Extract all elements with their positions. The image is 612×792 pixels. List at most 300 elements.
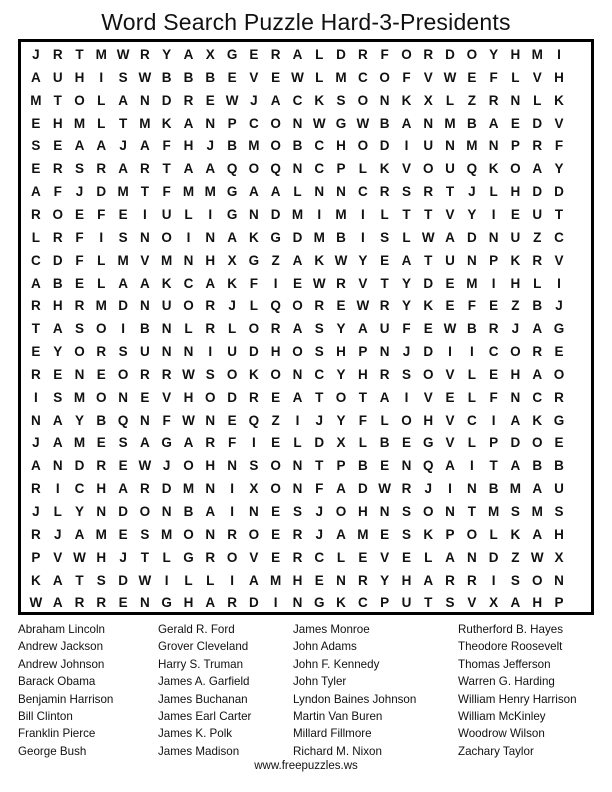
grid-letter: N — [466, 252, 477, 268]
grid-letter: O — [183, 298, 194, 314]
grid-letter: L — [467, 435, 476, 451]
grid-letter: N — [379, 92, 390, 108]
grid-letter: O — [510, 161, 521, 177]
grid-letter: I — [273, 595, 278, 611]
grid-letter: E — [31, 115, 41, 131]
grid-letter: N — [140, 229, 150, 245]
grid-letter: O — [117, 366, 129, 382]
grid-row — [25, 227, 570, 249]
grid-letter: G — [270, 229, 281, 245]
grid-letter: V — [445, 435, 455, 451]
grid-letter: P — [336, 458, 346, 474]
grid-letter: S — [510, 572, 520, 588]
grid-letter: A — [401, 252, 412, 268]
grid-letter: N — [140, 412, 150, 428]
word-list-item: James Earl Carter — [158, 710, 252, 724]
grid-letter: X — [489, 595, 499, 611]
grid-letter: I — [208, 344, 213, 360]
grid-letter: B — [227, 138, 237, 154]
grid-letter: L — [315, 47, 324, 62]
word-list-item: Theodore Roosevelt — [458, 640, 563, 654]
grid-letter: N — [227, 458, 237, 474]
grid-letter: C — [183, 275, 194, 291]
grid-letter: R — [227, 595, 237, 611]
grid-letter: F — [402, 321, 411, 337]
grid-letter: U — [423, 138, 434, 154]
grid-letter: D — [423, 344, 434, 360]
grid-letter: K — [423, 298, 434, 314]
grid-letter: R — [466, 572, 477, 588]
grid-letter: E — [423, 321, 433, 337]
grid-letter: Z — [271, 412, 280, 428]
grid-letter: X — [423, 92, 433, 108]
grid-letter: F — [227, 435, 237, 451]
grid-letter: A — [510, 595, 521, 611]
grid-letter: K — [161, 115, 172, 131]
grid-letter: T — [75, 47, 84, 62]
grid-letter: E — [249, 47, 259, 62]
grid-letter: O — [161, 229, 172, 245]
grid-letter: I — [273, 275, 278, 291]
grid-letter: K — [532, 412, 543, 428]
grid-letter: R — [205, 435, 216, 451]
word-list-item: James Madison — [158, 744, 240, 758]
grid-letter: N — [248, 206, 259, 222]
grid-letter: H — [74, 69, 85, 85]
grid-letter: A — [183, 435, 194, 451]
grid-letter: F — [467, 298, 476, 314]
grid-letter: J — [32, 47, 40, 62]
grid-row — [25, 364, 570, 386]
grid-letter: D — [118, 572, 128, 588]
grid-letter: C — [357, 595, 368, 611]
grid-letter: D — [227, 389, 237, 405]
grid-letter: A — [118, 481, 128, 497]
grid-letter: V — [554, 252, 564, 268]
grid-letter: A — [74, 526, 85, 542]
grid-letter: L — [293, 435, 302, 451]
grid-letter: S — [445, 595, 455, 611]
grid-letter: J — [32, 435, 40, 451]
grid-letter: E — [292, 275, 302, 291]
grid-letter: W — [421, 229, 435, 245]
grid-letter: O — [422, 504, 434, 519]
grid-letter: R — [270, 47, 281, 62]
grid-letter: A — [379, 389, 390, 405]
grid-letter: L — [227, 321, 237, 337]
grid-letter: T — [554, 206, 564, 222]
grid-letter: O — [357, 92, 369, 108]
grid-letter: J — [162, 458, 171, 474]
grid-letter: I — [491, 206, 496, 222]
grid-letter: K — [401, 92, 412, 108]
grid-letter: R — [140, 481, 150, 497]
letter-grid — [18, 39, 594, 615]
grid-letter: O — [401, 412, 412, 428]
grid-letter: R — [401, 481, 412, 497]
grid-letter: D — [314, 435, 325, 451]
grid-letter: N — [466, 481, 477, 497]
grid-letter: E — [271, 504, 281, 519]
grid-letter: B — [532, 298, 543, 314]
word-list-item: Martin Van Buren — [293, 710, 383, 724]
grid-letter: S — [292, 504, 302, 519]
puzzle-title: Word Search Puzzle Hard-3-Presidents — [101, 9, 511, 35]
grid-letter: S — [401, 526, 411, 542]
grid-letter: K — [248, 229, 259, 245]
grid-letter: E — [140, 389, 150, 405]
grid-letter: V — [358, 275, 368, 291]
grid-letter: D — [248, 595, 259, 611]
grid-letter: A — [532, 366, 543, 382]
grid-letter: N — [510, 389, 521, 405]
grid-letter: E — [380, 252, 390, 268]
grid-letter: L — [533, 275, 542, 291]
grid-letter: D — [423, 275, 434, 291]
grid-letter: A — [270, 184, 281, 200]
grid-letter: W — [182, 412, 195, 428]
grid-letter: R — [445, 572, 455, 588]
grid-letter: E — [401, 549, 411, 565]
grid-letter: Q — [466, 161, 478, 177]
grid-letter: N — [336, 572, 346, 588]
grid-letter: N — [379, 504, 390, 519]
grid-letter: C — [532, 389, 543, 405]
grid-letter: W — [443, 321, 457, 337]
grid-letter: A — [510, 412, 521, 428]
grid-letter: N — [423, 115, 434, 131]
grid-letter: M — [117, 252, 129, 268]
grid-letter: M — [248, 138, 260, 154]
grid-letter: H — [183, 138, 194, 154]
grid-letter: S — [205, 366, 215, 382]
grid-letter: N — [205, 412, 216, 428]
grid-letter: E — [31, 161, 41, 177]
grid-letter: Y — [53, 344, 63, 360]
grid-letter: R — [270, 321, 281, 337]
grid-letter: N — [140, 595, 150, 611]
grid-letter: M — [466, 275, 478, 291]
grid-letter: E — [74, 206, 84, 222]
grid-letter: D — [336, 47, 346, 62]
grid-letter: J — [32, 504, 40, 519]
grid-letter: E — [445, 298, 455, 314]
grid-letter: S — [336, 92, 346, 108]
grid-row — [25, 570, 570, 592]
grid-letter: N — [118, 389, 128, 405]
grid-letter: N — [292, 481, 303, 497]
grid-letter: A — [52, 572, 63, 588]
grid-letter: V — [249, 549, 259, 565]
grid-letter: S — [31, 138, 41, 154]
grid-letter: N — [161, 504, 172, 519]
grid-letter: A — [292, 47, 303, 62]
grid-letter: C — [314, 366, 325, 382]
grid-row — [25, 387, 570, 409]
grid-letter: E — [401, 435, 411, 451]
grid-letter: V — [53, 549, 63, 565]
grid-letter: L — [445, 92, 455, 108]
grid-letter: D — [248, 344, 259, 360]
grid-letter: A — [532, 321, 543, 337]
grid-letter: Y — [162, 47, 172, 62]
grid-letter: J — [315, 412, 324, 428]
word-list-item: John Tyler — [293, 675, 347, 689]
grid-letter: N — [31, 412, 41, 428]
grid-letter: L — [97, 115, 106, 131]
grid-letter: B — [161, 69, 172, 85]
grid-letter: V — [445, 366, 455, 382]
grid-letter: P — [336, 161, 346, 177]
grid-letter: N — [183, 252, 194, 268]
grid-letter: L — [511, 69, 520, 85]
grid-letter: R — [52, 47, 63, 62]
grid-letter: E — [53, 138, 63, 154]
grid-letter: E — [445, 389, 455, 405]
grid-letter: R — [205, 321, 216, 337]
grid-letter: T — [380, 275, 389, 291]
grid-row — [25, 501, 570, 523]
grid-row — [25, 113, 570, 135]
grid-letter: M — [357, 526, 369, 542]
grid-letter: O — [183, 526, 194, 542]
grid-letter: A — [74, 138, 85, 154]
grid-letter: M — [30, 92, 42, 108]
word-list-item: James Monroe — [293, 623, 370, 636]
grid-letter: I — [230, 572, 234, 588]
grid-letter: H — [554, 526, 564, 542]
grid-letter: N — [74, 366, 85, 382]
grid-letter: W — [116, 47, 130, 62]
grid-letter: I — [230, 481, 234, 497]
grid-letter: B — [554, 458, 564, 474]
grid-letter: E — [336, 298, 346, 314]
grid-letter: A — [183, 115, 194, 131]
word-list-item: James A. Garfield — [158, 675, 250, 689]
grid-letter: M — [95, 47, 107, 62]
grid-letter: Q — [226, 161, 238, 177]
word-list-item: Woodrow Wilson — [458, 727, 545, 741]
grid-letter: O — [270, 458, 281, 474]
grid-letter: I — [251, 435, 256, 451]
grid-letter: B — [466, 321, 477, 337]
grid-row — [25, 455, 570, 477]
grid-letter: Y — [358, 252, 368, 268]
grid-letter: F — [53, 184, 62, 200]
grid-letter: U — [445, 161, 455, 177]
grid-letter: F — [489, 69, 498, 85]
grid-letter: R — [74, 298, 85, 314]
grid-letter: O — [270, 366, 281, 382]
grid-letter: E — [271, 435, 281, 451]
grid-letter: D — [532, 184, 543, 200]
grid-letter: O — [52, 206, 63, 222]
grid-letter: O — [226, 549, 238, 565]
grid-letter: Z — [511, 298, 520, 314]
grid-letter: X — [227, 252, 237, 268]
grid-letter: G — [161, 435, 172, 451]
word-list-item: Andrew Jackson — [18, 640, 104, 654]
grid-letter: S — [118, 344, 128, 360]
grid-letter: L — [402, 229, 411, 245]
grid-letter: N — [379, 344, 390, 360]
grid-letter: N — [488, 138, 499, 154]
grid-letter: D — [554, 184, 564, 200]
grid-letter: E — [118, 206, 128, 222]
word-list-item: John F. Kennedy — [293, 657, 380, 671]
grid-letter: A — [445, 458, 455, 474]
grid-letter: T — [402, 206, 411, 222]
grid-letter: K — [227, 275, 237, 291]
grid-letter: W — [138, 69, 152, 85]
grid-letter: F — [554, 138, 564, 154]
grid-row — [25, 204, 570, 226]
grid-letter: R — [357, 47, 368, 62]
grid-letter: A — [140, 435, 150, 451]
grid-letter: W — [138, 572, 152, 588]
grid-letter: F — [315, 481, 324, 497]
grid-letter: W — [378, 481, 392, 497]
grid-letter: Z — [533, 229, 542, 245]
grid-letter: A — [336, 526, 346, 542]
grid-letter: E — [489, 366, 499, 382]
grid-letter: A — [292, 252, 303, 268]
grid-letter: V — [467, 595, 477, 611]
grid-letter: Z — [511, 549, 520, 565]
grid-letter: A — [510, 458, 521, 474]
grid-letter: K — [31, 572, 41, 588]
grid-letter: I — [491, 572, 496, 588]
grid-letter: Y — [554, 161, 564, 177]
grid-letter: O — [270, 115, 281, 131]
word-list-item: Harry S. Truman — [158, 657, 244, 671]
grid-letter: L — [249, 298, 258, 314]
grid-letter: N — [140, 92, 150, 108]
grid-letter: D — [118, 298, 128, 314]
grid-letter: N — [314, 184, 325, 200]
grid-letter: A — [205, 504, 216, 519]
grid-letter: I — [491, 412, 496, 428]
grid-letter: P — [380, 595, 390, 611]
grid-letter: G — [248, 252, 260, 268]
grid-letter: K — [510, 252, 521, 268]
grid-letter: R — [140, 366, 150, 382]
grid-letter: Y — [380, 572, 390, 588]
grid-letter: I — [448, 481, 452, 497]
grid-letter: V — [380, 549, 390, 565]
grid-row — [25, 90, 570, 112]
grid-letter: L — [162, 549, 171, 565]
word-list-item: Grover Cleveland — [158, 640, 249, 654]
grid-letter: R — [74, 595, 85, 611]
grid-letter: K — [248, 366, 259, 382]
grid-letter: A — [227, 229, 237, 245]
grid-letter: L — [467, 366, 476, 382]
grid-letter: U — [227, 344, 237, 360]
grid-letter: E — [227, 412, 237, 428]
grid-letter: E — [205, 92, 215, 108]
grid-letter: G — [161, 595, 172, 611]
grid-letter: R — [357, 572, 368, 588]
grid-letter: Z — [271, 252, 280, 268]
grid-letter: S — [510, 504, 520, 519]
grid-letter: W — [312, 115, 326, 131]
grid-letter: D — [488, 549, 499, 565]
grid-letter: K — [554, 92, 564, 108]
grid-letter: F — [162, 138, 171, 154]
grid-letter: K — [488, 161, 499, 177]
grid-letter: I — [55, 481, 60, 497]
grid-letter: B — [488, 481, 499, 497]
grid-letter: V — [162, 389, 172, 405]
grid-letter: Y — [74, 504, 84, 519]
grid-letter: E — [489, 298, 499, 314]
grid-letter: S — [401, 366, 411, 382]
grid-letter: B — [357, 458, 368, 474]
grid-letter: G — [226, 47, 238, 62]
grid-row — [25, 295, 570, 317]
grid-letter: U — [140, 344, 150, 360]
grid-letter: C — [554, 229, 564, 245]
grid-letter: I — [295, 412, 300, 428]
grid-letter: N — [292, 595, 303, 611]
grid-letter: P — [489, 435, 499, 451]
grid-letter: T — [424, 206, 433, 222]
grid-letter: R — [379, 366, 390, 382]
word-list-item: Gerald R. Ford — [158, 623, 235, 636]
grid-letter: D — [118, 504, 128, 519]
grid-letter: Q — [422, 458, 434, 474]
grid-letter: U — [510, 229, 521, 245]
grid-letter: Y — [401, 298, 411, 314]
grid-letter: S — [140, 526, 150, 542]
grid-letter: W — [334, 252, 348, 268]
grid-letter: C — [74, 481, 85, 497]
grid-letter: H — [205, 458, 216, 474]
grid-letter: S — [401, 184, 411, 200]
grid-letter: A — [96, 138, 107, 154]
grid-letter: E — [380, 458, 390, 474]
grid-letter: U — [52, 69, 63, 85]
grid-letter: E — [74, 275, 84, 291]
grid-letter: U — [161, 298, 172, 314]
grid-letter: M — [73, 115, 86, 131]
grid-letter: R — [532, 344, 543, 360]
grid-letter: R — [423, 184, 434, 200]
grid-letter: C — [314, 138, 325, 154]
grid-letter: M — [335, 206, 347, 222]
grid-letter: M — [335, 69, 347, 85]
grid-letter: B — [140, 321, 150, 337]
grid-letter: N — [292, 458, 303, 474]
grid-letter: O — [183, 458, 194, 474]
grid-letter: A — [248, 184, 259, 200]
grid-letter: T — [424, 595, 433, 611]
grid-letter: L — [315, 69, 324, 85]
grid-letter: E — [271, 389, 281, 405]
grid-letter: O — [422, 161, 434, 177]
grid-letter: S — [249, 458, 259, 474]
grid-letter: D — [161, 481, 172, 497]
grid-letter: N — [488, 229, 499, 245]
grid-letter: L — [184, 206, 193, 222]
grid-letter: A — [292, 389, 303, 405]
grid-letter: E — [554, 435, 564, 451]
grid-letter: V — [532, 69, 542, 85]
grid-letter: Y — [467, 206, 477, 222]
grid-letter: W — [138, 458, 152, 474]
grid-letter: J — [468, 184, 476, 200]
